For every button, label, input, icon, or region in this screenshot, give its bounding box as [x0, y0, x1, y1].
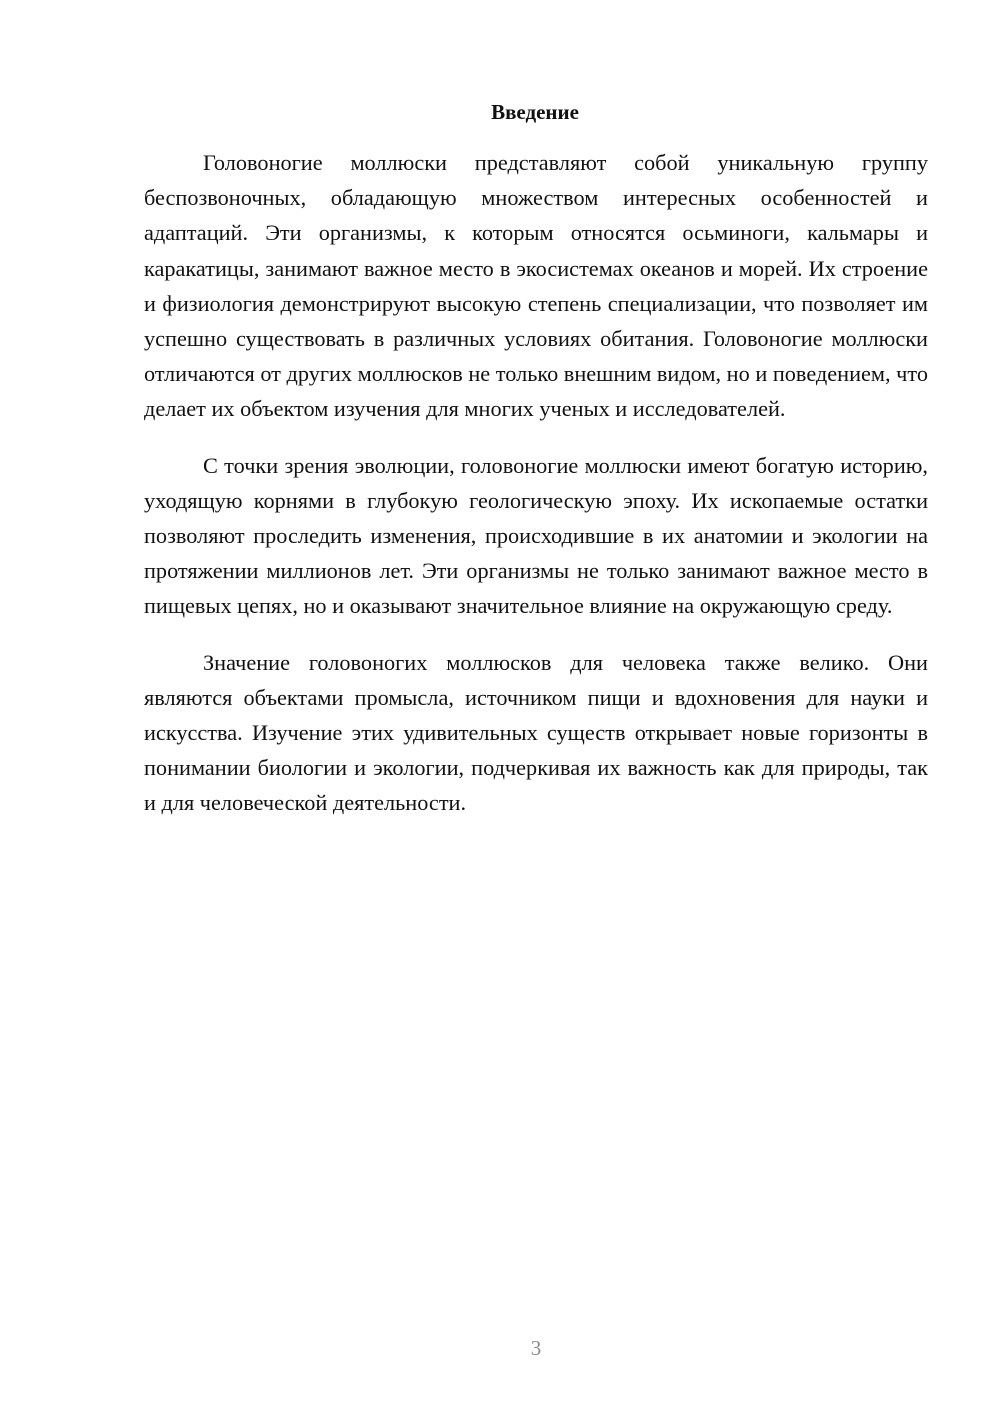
paragraph-3: Значение головоногих моллюсков для человека также велико. Они являются объектами промысла, источником пищи и вдохновения для науки и искусства. Изучение этих удивительных существ открывает новые горизонты в понимании биологии и экологии, подчеркивая их важность как для природы, так и для человеческой деятельности. — [144, 649, 928, 816]
body-text — [144, 145, 928, 842]
paragraph-2: С точки зрения эволюции, головоногие моллюски имеют богатую историю, уходящую корнями в глубокую геологическую эпоху. Их ископаемые остатки позволяют проследить изменения, происходившие в их анатомии и экологии на протяжении миллионов лет. Эти организмы не только занимают важное место в пищевых цепях, но и оказывают значительное влияние на окружающую среду. — [144, 452, 928, 619]
page-title: Введение — [491, 100, 579, 124]
page-number: 3 — [530, 1336, 542, 1360]
paragraph-1: Головоногие моллюски представляют собой уникальную группу беспозвоночных, обладающую множеством интересных особенностей и адаптаций. Эти организмы, к которым относятся осьминоги, кальмары и каракатицы, занимают важное место в экосистемах океанов и морей. Их строение и физиология демонстрируют высокую степень специализации, что позволяет им успешно существовать в различных условиях обитания. Головоногие моллюски отличаются от других моллюсков не только внешним видом, но и поведением, что делает их объектом изучения для многих ученых и исследователей. — [144, 150, 928, 422]
